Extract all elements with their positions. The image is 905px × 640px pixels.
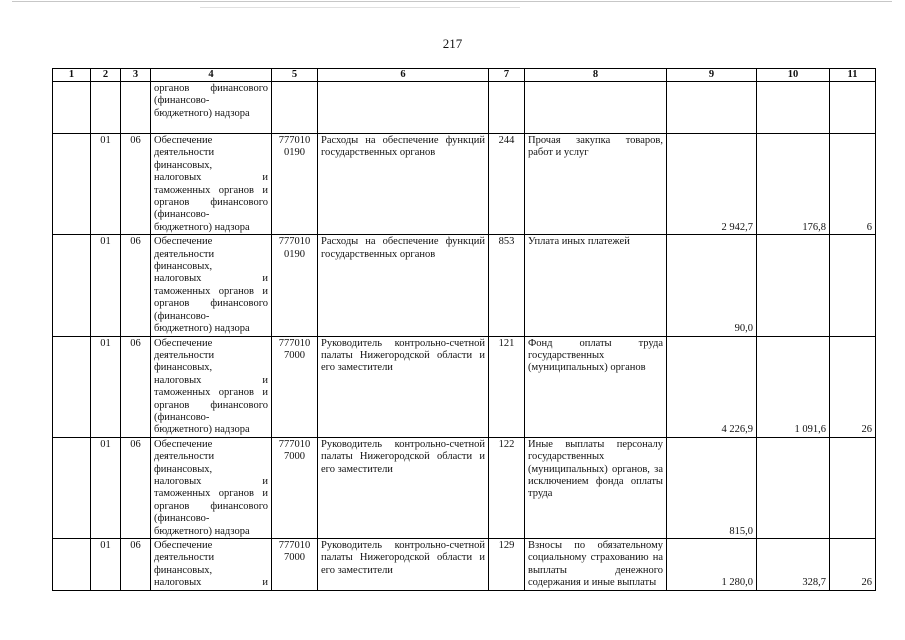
table-cell	[53, 437, 91, 538]
amount-cell: 90,0	[667, 235, 757, 336]
column-header: 5	[272, 69, 318, 82]
table-row	[53, 336, 876, 437]
cell-line: 777010	[278, 540, 311, 551]
cell-line: таможенных органов и	[154, 184, 268, 196]
cell-line: финансовых,	[154, 463, 213, 475]
cell-line: органов финансового	[154, 500, 268, 512]
expense-type-code-cell: 129	[489, 539, 525, 591]
cell-line: органов финансового	[154, 399, 268, 411]
section-code-cell: 01	[91, 134, 121, 235]
cell-line: бюджетного) надзора	[154, 323, 250, 335]
table-cell	[667, 82, 757, 134]
amount-cell: 26	[830, 539, 876, 591]
cell-line: налоговых и	[154, 577, 268, 589]
target-article-cell	[272, 539, 318, 591]
cell-line: финансовых,	[154, 159, 213, 171]
cell-line: (финансово-	[154, 411, 210, 423]
column-header: 10	[757, 69, 830, 82]
table-cell-description	[151, 235, 272, 336]
table-row	[53, 539, 876, 591]
table-cell	[489, 82, 525, 134]
cell-line: таможенных органов и	[154, 387, 268, 399]
cell-line: таможенных органов и	[154, 285, 268, 297]
column-header: 11	[830, 69, 876, 82]
amount-cell: 176,8	[757, 134, 830, 235]
expense-type-name-cell: Фонд оплаты труда государственных (муниципальных) органов	[525, 336, 667, 437]
budget-table	[52, 68, 876, 591]
table-row	[53, 437, 876, 538]
cell-line: деятельности	[154, 147, 215, 159]
cell-line: бюджетного) надзора	[154, 221, 250, 233]
table-cell	[318, 82, 489, 134]
table-cell	[757, 82, 830, 134]
table-cell	[53, 539, 91, 591]
cell-line: Обеспечение	[154, 540, 213, 551]
amount-cell	[757, 235, 830, 336]
target-article-cell	[272, 134, 318, 235]
cell-line: финансовых,	[154, 362, 213, 374]
amount-cell	[830, 437, 876, 538]
amount-cell: 1 280,0	[667, 539, 757, 591]
table-cell	[53, 134, 91, 235]
column-header: 4	[151, 69, 272, 82]
table-cell	[525, 82, 667, 134]
cell-line: бюджетного) надзора	[154, 525, 250, 537]
page-top-edge-line	[12, 1, 892, 2]
column-header: 1	[53, 69, 91, 82]
amount-cell	[757, 437, 830, 538]
table-header-row	[53, 69, 876, 82]
subsection-code-cell: 06	[121, 539, 151, 591]
cell-line: 7000	[284, 349, 305, 361]
expense-type-code-cell: 244	[489, 134, 525, 235]
cell-line: Обеспечение	[154, 337, 213, 349]
subsection-code-cell: 06	[121, 134, 151, 235]
cell-line: 777010	[278, 337, 311, 349]
amount-cell: 815,0	[667, 437, 757, 538]
expense-type-name-cell: Уплата иных платежей	[525, 235, 667, 336]
amount-cell	[830, 235, 876, 336]
cell-line: финансовых,	[154, 564, 213, 576]
table-cell-description	[151, 82, 272, 134]
cell-line: (финансово-	[154, 310, 210, 322]
subsection-code-cell: 06	[121, 336, 151, 437]
cell-line: налоговых и	[154, 273, 268, 285]
article-name-cell: Расходы на обеспечение функций государственных органов	[318, 235, 489, 336]
cell-line: (финансово-	[154, 209, 210, 221]
expense-type-code-cell: 121	[489, 336, 525, 437]
article-name-cell: Руководитель контрольно-счетной палаты Нижегородской области и его заместители	[318, 539, 489, 591]
cell-line: деятельности	[154, 349, 215, 361]
expense-type-name-cell: Иные выплаты персоналу государственных (муниципальных) органов, за исключением фонда оплаты труда	[525, 437, 667, 538]
table-cell-description	[151, 336, 272, 437]
table-cell	[272, 82, 318, 134]
cell-line: налоговых и	[154, 172, 268, 184]
article-name-cell: Руководитель контрольно-счетной палаты Нижегородской области и его заместители	[318, 437, 489, 538]
column-header: 6	[318, 69, 489, 82]
cell-line: 777010	[278, 236, 311, 248]
cell-line: деятельности	[154, 451, 215, 463]
target-article-cell	[272, 437, 318, 538]
cell-line: финансовых,	[154, 261, 213, 273]
section-code-cell: 01	[91, 336, 121, 437]
cell-line: 777010	[278, 438, 311, 450]
cell-line: бюджетного) надзора	[154, 107, 250, 119]
cell-line: бюджетного) надзора	[154, 424, 250, 436]
cell-line: 777010	[278, 135, 311, 146]
table-cell	[121, 82, 151, 134]
cell-line: органов финансового	[154, 83, 268, 94]
table-row	[53, 235, 876, 336]
table-cell-description	[151, 437, 272, 538]
column-header: 7	[489, 69, 525, 82]
table-cell	[53, 235, 91, 336]
cell-line: 7000	[284, 451, 305, 463]
cell-line: (финансово-	[154, 95, 210, 107]
subsection-code-cell: 06	[121, 235, 151, 336]
cell-line: органов финансового	[154, 298, 268, 310]
cell-line: органов финансового	[154, 197, 268, 209]
amount-cell: 26	[830, 336, 876, 437]
cell-line: налоговых и	[154, 374, 268, 386]
table-cell	[53, 82, 91, 134]
target-article-cell	[272, 336, 318, 437]
cell-line: 0190	[284, 248, 305, 260]
article-name-cell: Расходы на обеспечение функций государственных органов	[318, 134, 489, 235]
cell-line: таможенных органов и	[154, 488, 268, 500]
section-code-cell: 01	[91, 235, 121, 336]
section-code-cell: 01	[91, 539, 121, 591]
column-header: 3	[121, 69, 151, 82]
column-header: 2	[91, 69, 121, 82]
cell-line: 7000	[284, 552, 305, 564]
amount-cell: 328,7	[757, 539, 830, 591]
table-cell-description	[151, 134, 272, 235]
target-article-cell	[272, 235, 318, 336]
amount-cell: 4 226,9	[667, 336, 757, 437]
page-top-faint-line	[200, 7, 520, 8]
cell-line: налоговых и	[154, 475, 268, 487]
table-cell	[91, 82, 121, 134]
page-number: 217	[442, 36, 463, 51]
article-name-cell: Руководитель контрольно-счетной палаты Нижегородской области и его заместители	[318, 336, 489, 437]
section-code-cell: 01	[91, 437, 121, 538]
cell-line: (финансово-	[154, 513, 210, 525]
expense-type-code-cell: 853	[489, 235, 525, 336]
cell-line: 0190	[284, 147, 305, 159]
table-row	[53, 134, 876, 235]
subsection-code-cell: 06	[121, 437, 151, 538]
cell-line: Обеспечение	[154, 135, 213, 146]
expense-type-name-cell: Прочая закупка товаров, работ и услуг	[525, 134, 667, 235]
table-cell	[830, 82, 876, 134]
expense-type-name-cell: Взносы по обязательному социальному страхованию на выплаты денежного содержания и иные выплаты	[525, 539, 667, 591]
table-cell-description	[151, 539, 272, 591]
amount-cell: 2 942,7	[667, 134, 757, 235]
column-header: 9	[667, 69, 757, 82]
cell-line: деятельности	[154, 248, 215, 260]
amount-cell: 1 091,6	[757, 336, 830, 437]
column-header: 8	[525, 69, 667, 82]
table-row-continuation	[53, 82, 876, 134]
expense-type-code-cell: 122	[489, 437, 525, 538]
table-cell	[53, 336, 91, 437]
amount-cell: 6	[830, 134, 876, 235]
cell-line: Обеспечение	[154, 236, 213, 248]
cell-line: Обеспечение	[154, 438, 213, 450]
cell-line: деятельности	[154, 552, 215, 564]
